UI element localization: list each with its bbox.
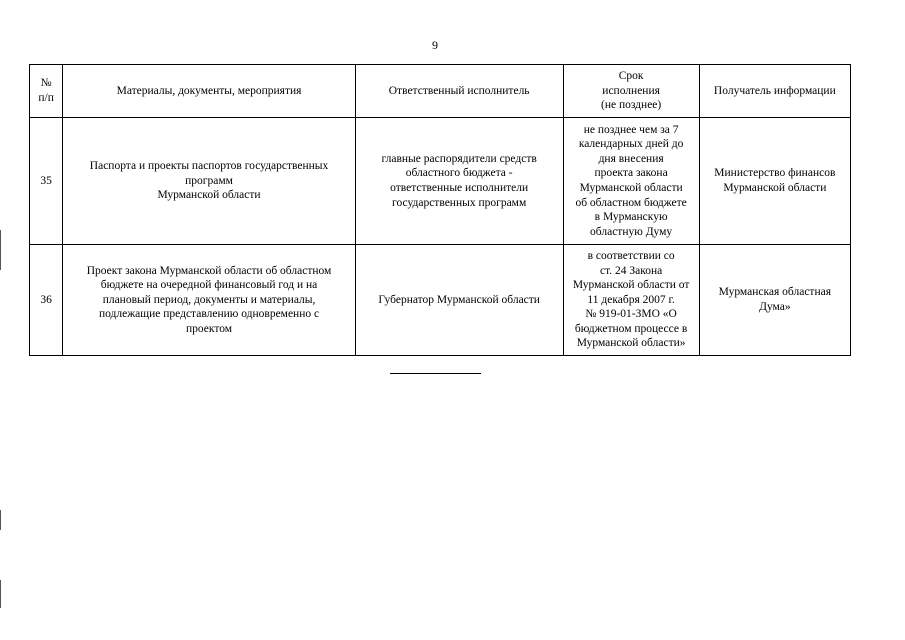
page-number: 9 [432,38,438,52]
row-num: 36 [30,245,63,356]
row-term: не позднее чем за 7 календарных дней до дня внесения проекта закона Мурманской области об областном бюджете в Мурманскую областную Думу [563,118,699,245]
header-materials: Материалы, документы, мероприятия [63,65,355,118]
row-num: 35 [30,118,63,245]
row-executor: Губернатор Мурманской области [355,245,563,356]
row-term: в соответствии со ст. 24 Закона Мурманской области от 11 декабря 2007 г. № 919-01-ЗМО «О бюджетном процессе в Мурманской области» [563,245,699,356]
table-header-row [30,65,851,118]
header-recipient: Получатель информации [699,65,850,118]
document-table [29,64,851,356]
table-row [30,245,851,356]
row-materials: Проект закона Мурманской области об областном бюджете на очередной финансовый год и на плановый период, документы и материалы, подлежащие представлению одновременно с проектом [63,245,355,356]
row-executor: главные распорядители средств областного бюджета - ответственные исполнители государственных программ [355,118,563,245]
scan-edge-mark [0,510,1,530]
table-row [30,118,851,245]
header-num: № п/п [30,65,63,118]
row-recipient: Министерство финансов Мурманской области [699,118,850,245]
header-executor: Ответственный исполнитель [355,65,563,118]
scan-edge-mark [0,580,1,608]
footnote-separator [390,373,481,374]
scan-edge-mark [0,230,1,270]
row-materials: Паспорта и проекты паспортов государственных программ Мурманской области [63,118,355,245]
header-term: Срок исполнения (не позднее) [563,65,699,118]
row-recipient: Мурманская областная Дума» [699,245,850,356]
